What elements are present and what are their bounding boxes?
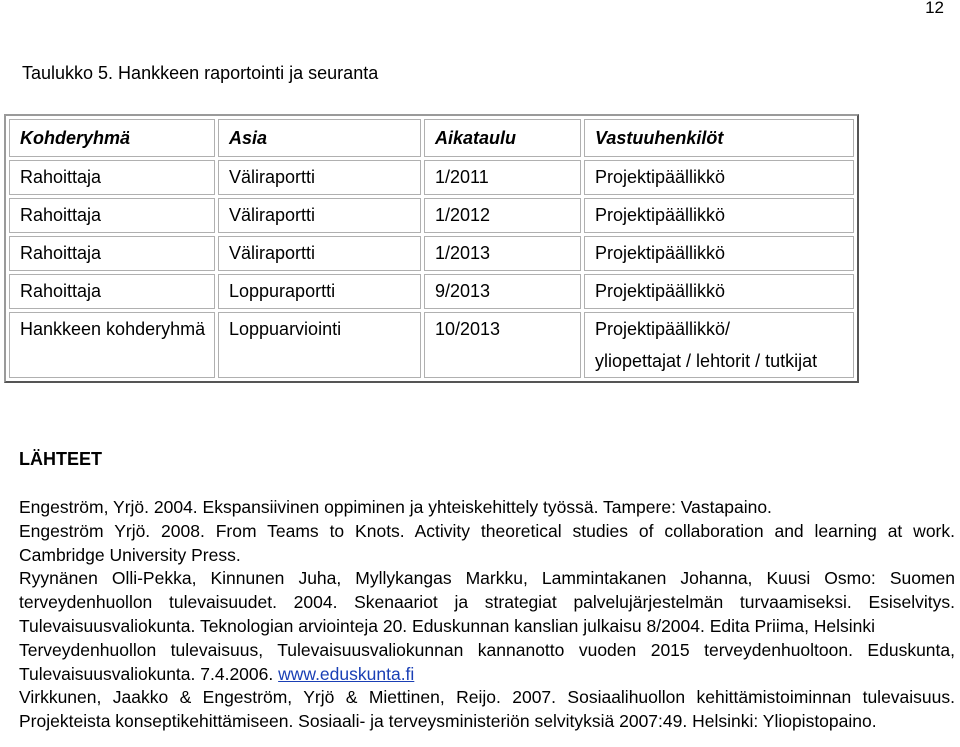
reference-text: Terveydenhuollon tulevaisuus, Tulevaisuusvaliokunnan kannanotto vuoden 2015 terveydenhuoltoon. Eduskunta, Tulevaisuusvaliokunta. 7.4.2006.: [19, 639, 955, 684]
cell-vastuuhenkilot: Projektipäällikkö: [584, 198, 854, 233]
cell-asia: Loppuraportti: [218, 274, 421, 309]
cell-aikataulu: 1/2012: [424, 198, 581, 233]
cell-aikataulu: 1/2011: [424, 160, 581, 195]
reference-item: Virkkunen, Jaakko & Engeström, Yrjö & Miettinen, Reijo. 2007. Sosiaalihuollon kehittämistoiminnan tulevaisuus. Projekteista konseptikehittämiseen. Sosiaali- ja terveysministeriön selvityksiä 2007:49. Helsinki: Yliopistopaino.: [19, 687, 955, 732]
cell-asia: Väliraportti: [218, 236, 421, 271]
header-asia: Asia: [218, 119, 421, 157]
reference-item: Engeström Yrjö. 2008. From Teams to Knots. Activity theoretical studies of collaboration and learning at work. Cambridge University Press.: [19, 520, 955, 565]
page-number: 12: [925, 0, 944, 17]
cell-kohderyhma: Rahoittaja: [9, 160, 215, 195]
reference-list: [19, 496, 955, 734]
cell-asia: Väliraportti: [218, 198, 421, 233]
sources-heading: LÄHTEET: [19, 449, 102, 469]
cell-vastuuhenkilot: Projektipäällikkö: [584, 274, 854, 309]
reference-item: [19, 639, 955, 687]
cell-asia: Loppuarviointi: [218, 312, 421, 378]
cell-aikataulu: 9/2013: [424, 274, 581, 309]
table-row: [9, 312, 854, 378]
table-row: [9, 198, 854, 233]
cell-aikataulu: 10/2013: [424, 312, 581, 378]
table-row: [9, 160, 854, 195]
cell-kohderyhma: Rahoittaja: [9, 274, 215, 309]
cell-vastuuhenkilot: [584, 312, 854, 378]
header-aikataulu: Aikataulu: [424, 119, 581, 157]
table-row: [9, 236, 854, 271]
header-kohderyhma: Kohderyhmä: [9, 119, 215, 157]
table-row: [9, 274, 854, 309]
header-vastuuhenkilot: Vastuuhenkilöt: [584, 119, 854, 157]
cell-aikataulu: 1/2013: [424, 236, 581, 271]
cell-kohderyhma: Rahoittaja: [9, 236, 215, 271]
table-header-row: [9, 119, 854, 157]
reporting-table: [4, 114, 859, 383]
cell-asia: Väliraportti: [218, 160, 421, 195]
table-caption: Taulukko 5. Hankkeen raportointi ja seuranta: [22, 63, 379, 83]
reference-item: Engeström, Yrjö. 2004. Ekspansiivinen oppiminen ja yhteiskehittely työssä. Tampere: Vastapaino.: [19, 497, 772, 517]
cell-vastuuhenkilot: Projektipäällikkö: [584, 236, 854, 271]
cell-vastuuhenkilot-line-2: yliopettajat / lehtorit / tutkijat: [595, 351, 818, 371]
cell-vastuuhenkilot: Projektipäällikkö: [584, 160, 854, 195]
reference-item: Ryynänen Olli-Pekka, Kinnunen Juha, Myllykangas Markku, Lammintakanen Johanna, Kuusi Osmo: Suomen terveydenhuollon tulevaisuudet. 2004. Skenaariot ja strategiat palvelujärjestelmän turvaamiseksi. Esiselvitys. Tulevaisuusvaliokunta. Teknologian arviointeja 20. Eduskunnan kanslian julkaisu 8/2004. Edita Priima, Helsinki: [19, 568, 955, 636]
cell-kohderyhma: Rahoittaja: [9, 198, 215, 233]
eduskunta-link[interactable]: www.eduskunta.fi: [278, 663, 415, 684]
cell-vastuuhenkilot-line-1: Projektipäällikkö/: [595, 319, 731, 339]
cell-kohderyhma: Hankkeen kohderyhmä: [9, 312, 215, 378]
